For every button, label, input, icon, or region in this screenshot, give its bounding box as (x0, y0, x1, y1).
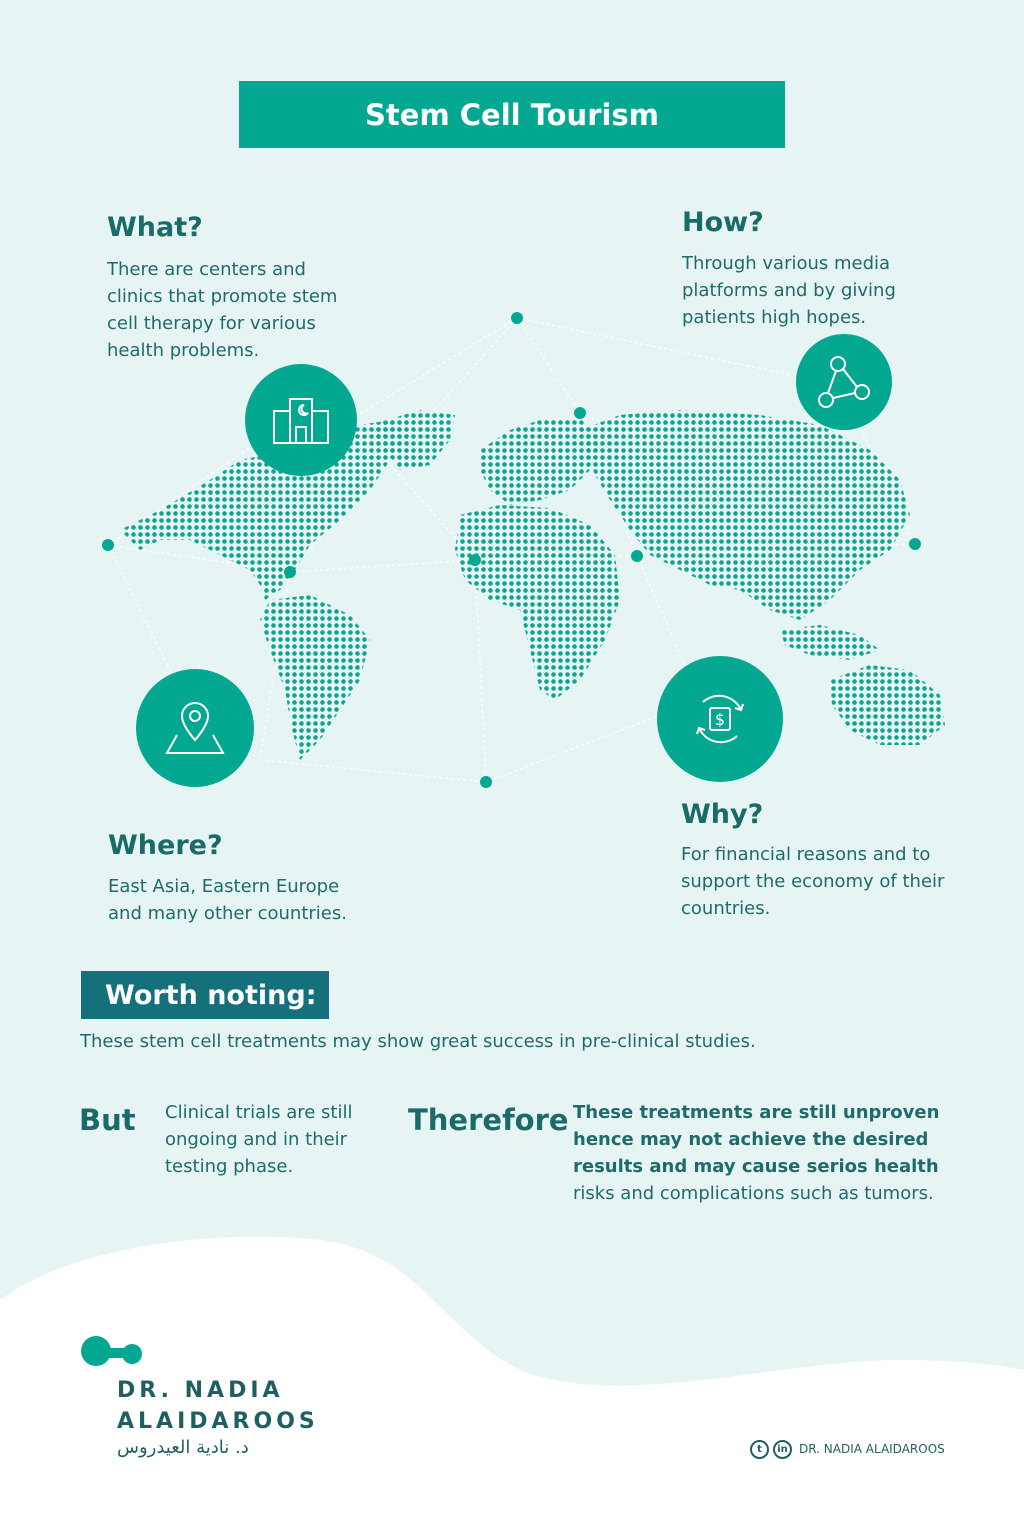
hospital-icon (272, 395, 330, 445)
worth-noting-sentence: These stem cell treatments may show great success in pre-clinical studies. (80, 1031, 756, 1052)
where-heading: Where? (108, 830, 223, 861)
how-text: Through various media platforms and by giving patients high hopes. (682, 253, 896, 328)
social-handle: DR. NADIA ALAIDAROOS (799, 1442, 945, 1456)
linkedin-icon[interactable]: in (773, 1440, 792, 1459)
where-icon-circle (136, 669, 254, 787)
why-heading: Why? (681, 799, 764, 830)
but-word: But (79, 1103, 136, 1137)
brand-name: DR. NADIA ALAIDAROOS (117, 1378, 319, 1434)
how-heading: How? (682, 207, 764, 238)
what-icon-circle (245, 364, 357, 476)
brand-logo-icon (80, 1335, 144, 1369)
what-heading: What? (107, 212, 203, 243)
map-pin-icon (163, 699, 227, 757)
why-icon-circle (657, 656, 783, 782)
where-text: East Asia, Eastern Europe and many other countries. (108, 876, 347, 924)
therefore-text: These treatments are still unproven hence may not achieve the desired results and may cause serios health risks and complications such as tumors. (573, 1102, 940, 1204)
page-title: Stem Cell Tourism (239, 81, 785, 148)
why-text: For financial reasons and to support the economy of their countries. (681, 844, 945, 919)
how-icon-circle (796, 334, 892, 430)
twitter-icon[interactable]: t (750, 1440, 769, 1459)
brand-name-arabic: د. نادية العيدروس (117, 1437, 249, 1458)
therefore-word: Therefore (408, 1103, 569, 1137)
svg-text:$: $ (714, 710, 726, 729)
but-text: Clinical trials are still ongoing and in their testing phase. (165, 1102, 353, 1177)
network-icon (816, 354, 872, 410)
worth-noting-label: Worth noting: (81, 971, 329, 1019)
what-text: There are centers and clinics that promote stem cell therapy for various health problems. (107, 259, 338, 361)
money-cycle-icon (685, 684, 755, 754)
